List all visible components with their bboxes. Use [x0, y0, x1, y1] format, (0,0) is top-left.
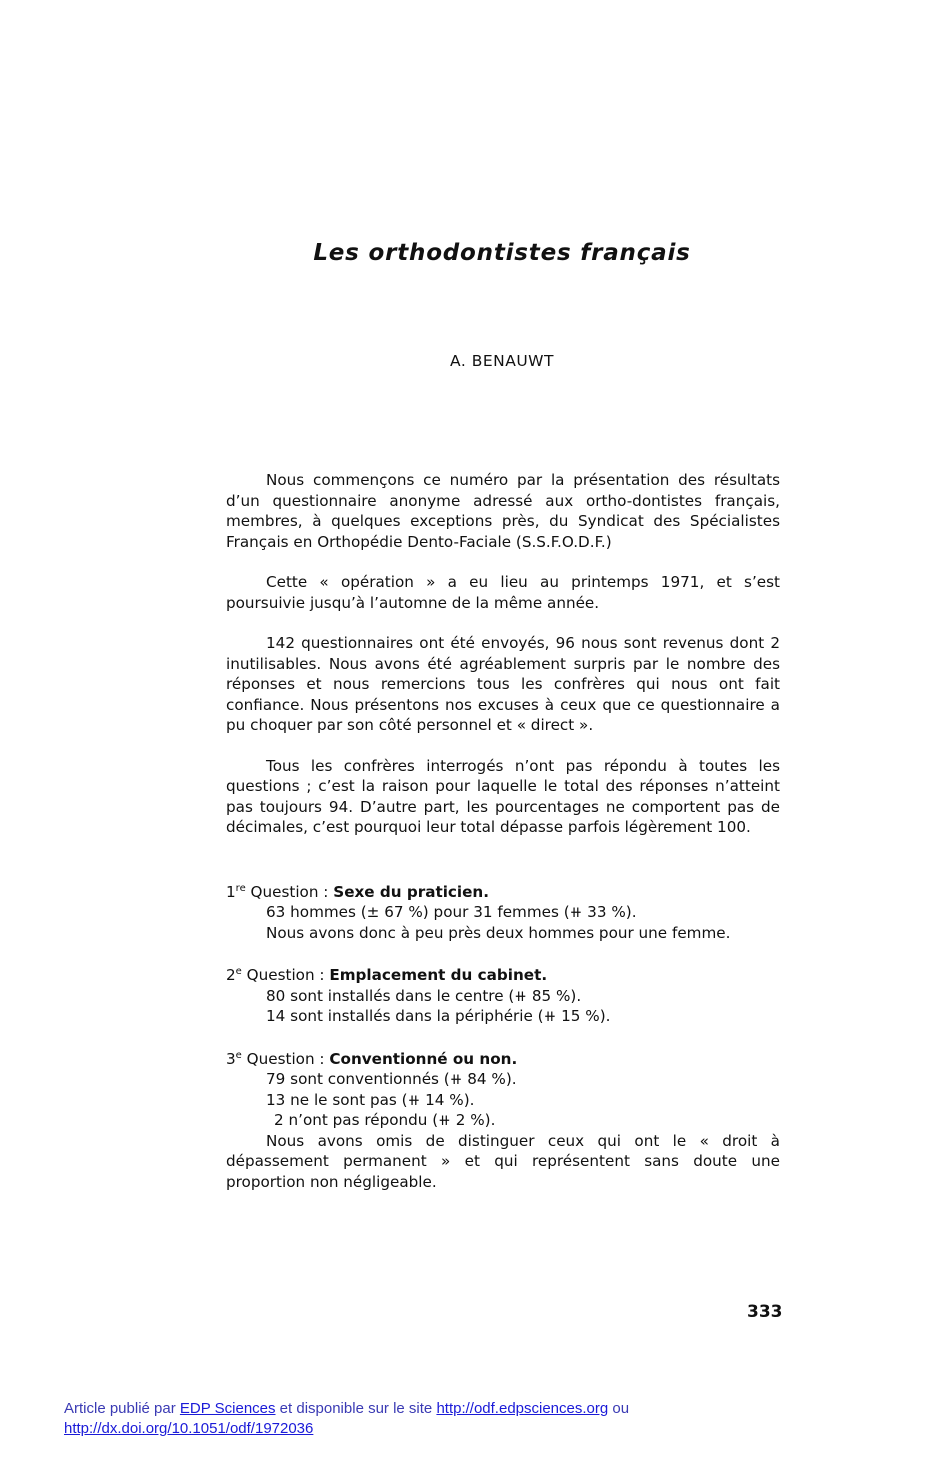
question-label: Question : — [241, 1049, 330, 1068]
footer-text: Article publié par — [64, 1400, 180, 1417]
question-label: Question : — [245, 882, 334, 901]
question-number: 1 — [226, 882, 236, 901]
footer-text: ou — [608, 1400, 630, 1417]
question-result: 13 ne le sont pas (⧺ 14 %). — [266, 1090, 475, 1109]
footer-text: et disponible sur le site — [275, 1400, 437, 1417]
publisher-footer — [64, 1399, 629, 1439]
question-heading — [226, 1049, 780, 1070]
paragraph: Nous commençons ce numéro par la présentation des résultats d’un questionnaire anonyme adressé aux ortho-dontistes français, membres, à quelques exceptions près, du Syndicat des Spécialistes Français en Orthopédie Dento-Faciale (S.S.F.O.D.F.) — [226, 471, 780, 551]
page-number: 333 — [747, 1302, 783, 1322]
paragraph: Tous les confrères interrogés n’ont pas répondu à toutes les questions ; c’est la raison pour laquelle le total des réponses n’atteint pas toujours 94. D’autre part, les pourcentages ne comportent pas de décimales, c’est pourquoi leur total dépasse parfois légèrement 100. — [226, 756, 780, 836]
question-result: 14 sont installés dans la périphérie (⧺ 15 %). — [266, 1007, 611, 1025]
question-ordinal: re — [235, 882, 246, 894]
question-result: 79 sont conventionnés (⧺ 84 %). — [266, 1070, 517, 1088]
question-topic: Conventionné ou non. — [329, 1049, 518, 1068]
question-topic: Sexe du praticien. — [333, 882, 490, 901]
question-result: 80 sont installés dans le centre (⧺ 85 %). — [266, 986, 582, 1005]
question-number: 2 — [226, 966, 236, 984]
question-note: Nous avons donc à peu près deux hommes pour une femme. — [266, 923, 731, 942]
paragraph: Cette « opération » a eu lieu au printemps 1971, et s’est poursuivie jusqu’à l’automne de la même année. — [226, 573, 780, 612]
question-note: Nous avons omis de distinguer ceux qui ont le « droit à dépassement permanent » et qui représentent sans doute une proportion non négligeable. — [226, 1131, 780, 1191]
doi-link[interactable]: http://dx.doi.org/10.1051/odf/1972036 — [64, 1420, 314, 1437]
edp-sciences-link[interactable]: EDP Sciences — [179, 1400, 276, 1417]
question-result: 63 hommes (± 67 %) pour 31 femmes (⧺ 33 %). — [266, 903, 637, 921]
article-title: Les orthodontistes français — [313, 240, 691, 266]
question-ordinal: e — [235, 965, 242, 977]
odf-site-link[interactable]: http://odf.edpsciences.org — [436, 1400, 609, 1417]
question-heading — [226, 882, 780, 903]
paragraph: 142 questionnaires ont été envoyés, 96 nous sont revenus dont 2 inutilisables. Nous avons été agréablement surpris par le nombre des réponses et nous remercions tous les confrères qui nous ont fait confiance. Nous présentons nos excuses à ceux que ce questionnaire a pu choquer par son côté personnel et « direct ». — [226, 634, 780, 734]
question-result: 2 n’ont pas répondu (⧺ 2 %). — [274, 1111, 496, 1129]
question-ordinal: e — [235, 1049, 242, 1061]
article-body — [226, 470, 780, 1192]
article-author: A. BENAUWT — [450, 352, 554, 370]
question-label: Question : — [241, 966, 330, 984]
question-number: 3 — [226, 1049, 236, 1068]
question-heading — [226, 965, 780, 986]
question-topic: Emplacement du cabinet. — [329, 966, 548, 984]
